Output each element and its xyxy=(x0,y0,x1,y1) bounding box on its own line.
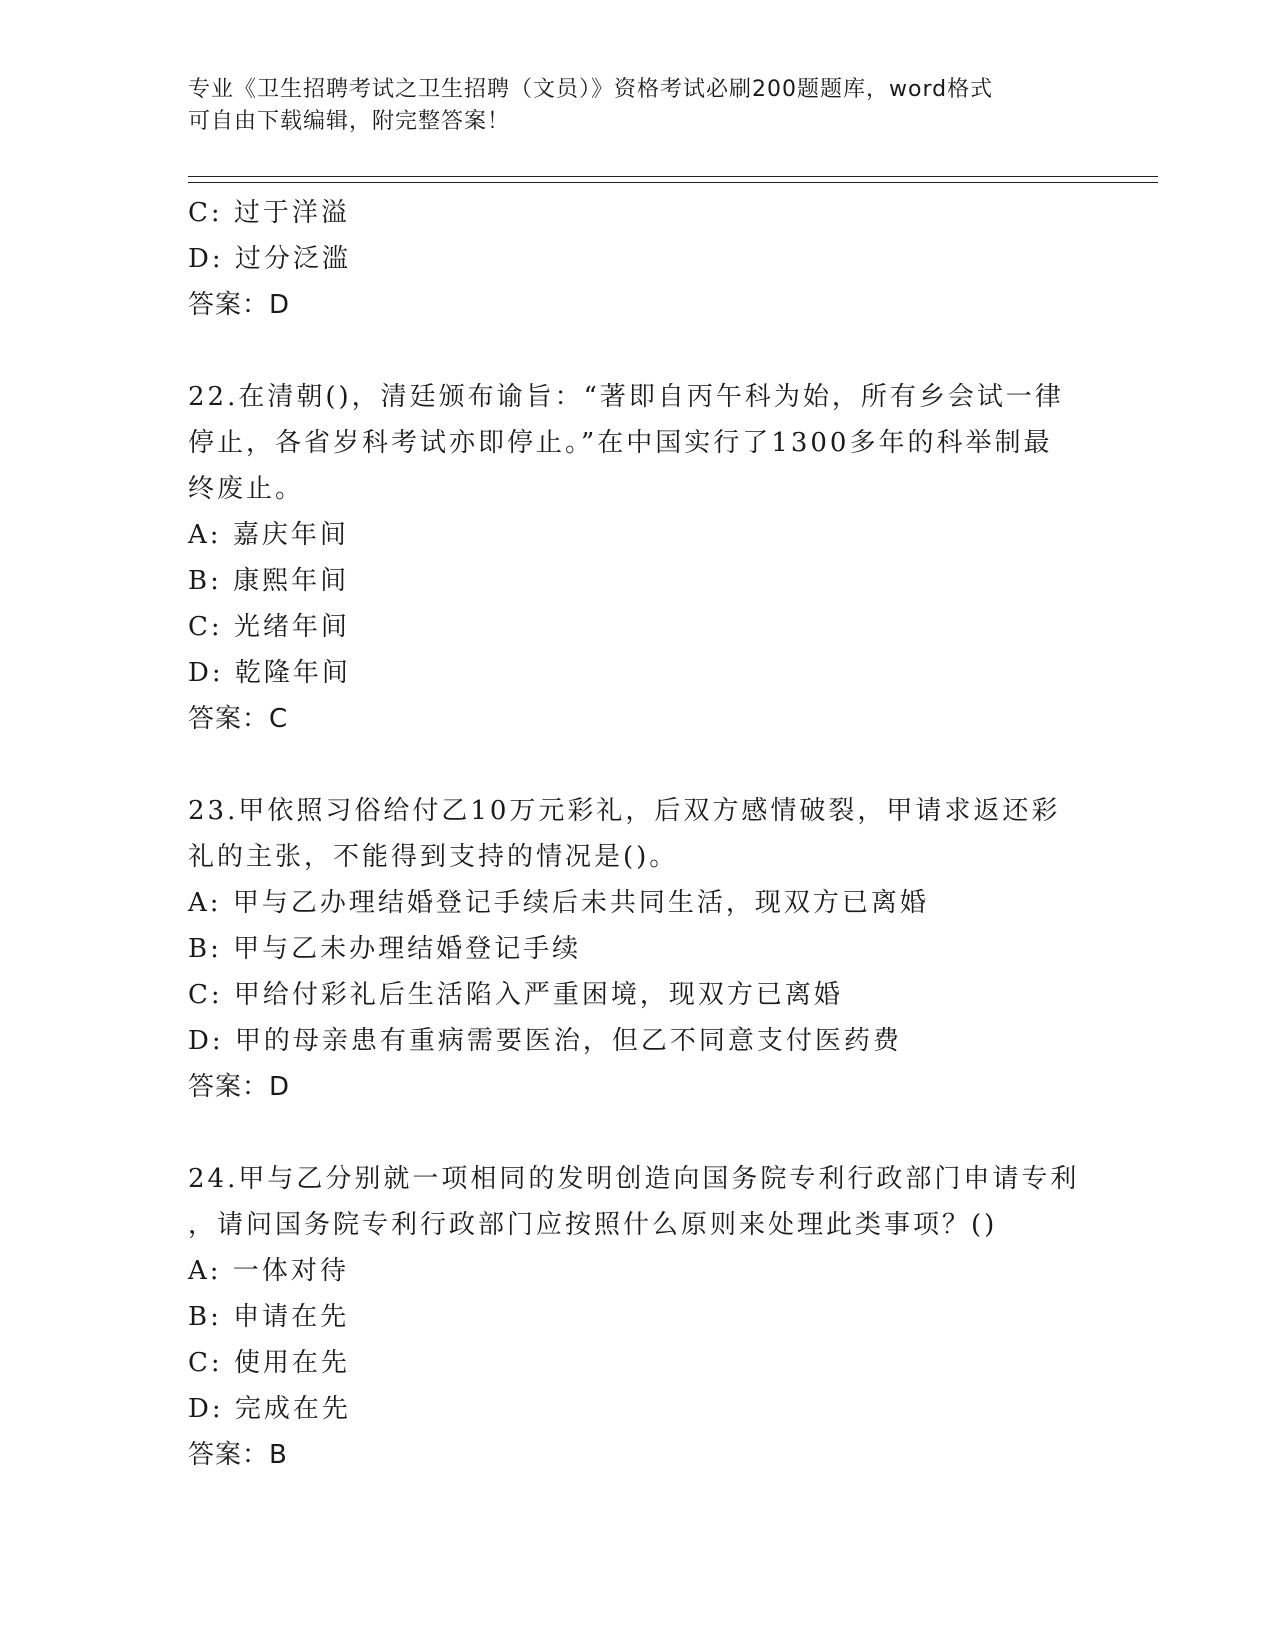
header-divider-bottom xyxy=(188,182,1158,183)
option-label: D: xyxy=(188,1394,224,1424)
option-c xyxy=(188,972,1088,1018)
option-c xyxy=(188,190,1088,236)
document-header xyxy=(188,74,1068,138)
option-a xyxy=(188,512,1088,558)
option-c xyxy=(188,1340,1088,1386)
option-text: 甲与乙未办理结婚登记手续 xyxy=(233,934,582,964)
option-label: A: xyxy=(188,520,222,550)
question-text-line: 24.甲与乙分别就一项相同的发明创造向国务院专利行政部门申请专利 xyxy=(188,1164,1080,1194)
answer-line: 答案：D xyxy=(188,1072,291,1102)
option-text: 乾隆年间 xyxy=(234,658,351,688)
question-23 xyxy=(188,788,1088,1110)
option-c xyxy=(188,604,1088,650)
option-text: 甲的母亲患有重病需要医治，但乙不同意支付医药费 xyxy=(234,1026,902,1056)
option-label: B: xyxy=(188,934,222,964)
option-a xyxy=(188,1248,1088,1294)
option-text: 光绪年间 xyxy=(233,612,350,642)
answer-line: 答案：D xyxy=(188,290,291,320)
header-line-1: 专业《卫生招聘考试之卫生招聘（文员）》资格考试必刷200题题库，word格式 xyxy=(188,77,994,102)
question-text-line: ，请问国务院专利行政部门应按照什么原则来处理此类事项？() xyxy=(188,1210,998,1240)
answer-line: 答案：B xyxy=(188,1440,288,1470)
option-text: 使用在先 xyxy=(233,1348,350,1378)
option-b xyxy=(188,926,1088,972)
option-text: 甲与乙办理结婚登记手续后未共同生活，现双方已离婚 xyxy=(232,888,929,918)
option-label: B: xyxy=(188,1302,222,1332)
option-d xyxy=(188,1018,1088,1064)
option-text: 一体对待 xyxy=(232,1256,349,1286)
question-21-tail xyxy=(188,190,1088,328)
option-b xyxy=(188,1294,1088,1340)
option-b xyxy=(188,558,1088,604)
option-a xyxy=(188,880,1088,926)
option-label: D: xyxy=(188,244,224,274)
option-label: C: xyxy=(188,612,223,642)
option-label: B: xyxy=(188,566,222,596)
question-24 xyxy=(188,1156,1088,1478)
option-label: A: xyxy=(188,1256,222,1286)
option-text: 康熙年间 xyxy=(233,566,350,596)
option-label: A: xyxy=(188,888,222,918)
option-d xyxy=(188,236,1088,282)
header-divider-top xyxy=(188,176,1158,177)
option-text: 申请在先 xyxy=(233,1302,350,1332)
question-text-line: 终废止。 xyxy=(188,474,305,504)
option-text: 过分泛滥 xyxy=(234,244,351,274)
question-text-line: 礼的主张，不能得到支持的情况是()。 xyxy=(188,842,679,872)
option-label: C: xyxy=(188,1348,223,1378)
option-d xyxy=(188,650,1088,696)
header-line-2: 可自由下载编辑，附完整答案！ xyxy=(188,109,511,134)
option-d xyxy=(188,1386,1088,1432)
option-text: 完成在先 xyxy=(234,1394,351,1424)
option-text: 过于洋溢 xyxy=(233,198,350,228)
document-body xyxy=(188,190,1088,1478)
option-label: C: xyxy=(188,198,223,228)
question-text-line: 停止，各省岁科考试亦即停止。”在中国实行了1300多年的科举制最 xyxy=(188,428,1053,458)
question-text-line: 23.甲依照习俗给付乙10万元彩礼，后双方感情破裂，甲请求返还彩 xyxy=(188,796,1061,826)
option-text: 嘉庆年间 xyxy=(232,520,349,550)
option-label: D: xyxy=(188,658,224,688)
answer-line: 答案：C xyxy=(188,704,289,734)
option-label: C: xyxy=(188,980,223,1010)
option-text: 甲给付彩礼后生活陷入严重困境，现双方已离婚 xyxy=(233,980,843,1010)
question-22 xyxy=(188,374,1088,742)
option-label: D: xyxy=(188,1026,224,1056)
question-text-line: 22.在清朝()，清廷颁布谕旨：“著即自丙午科为始，所有乡会试一律 xyxy=(188,382,1064,412)
